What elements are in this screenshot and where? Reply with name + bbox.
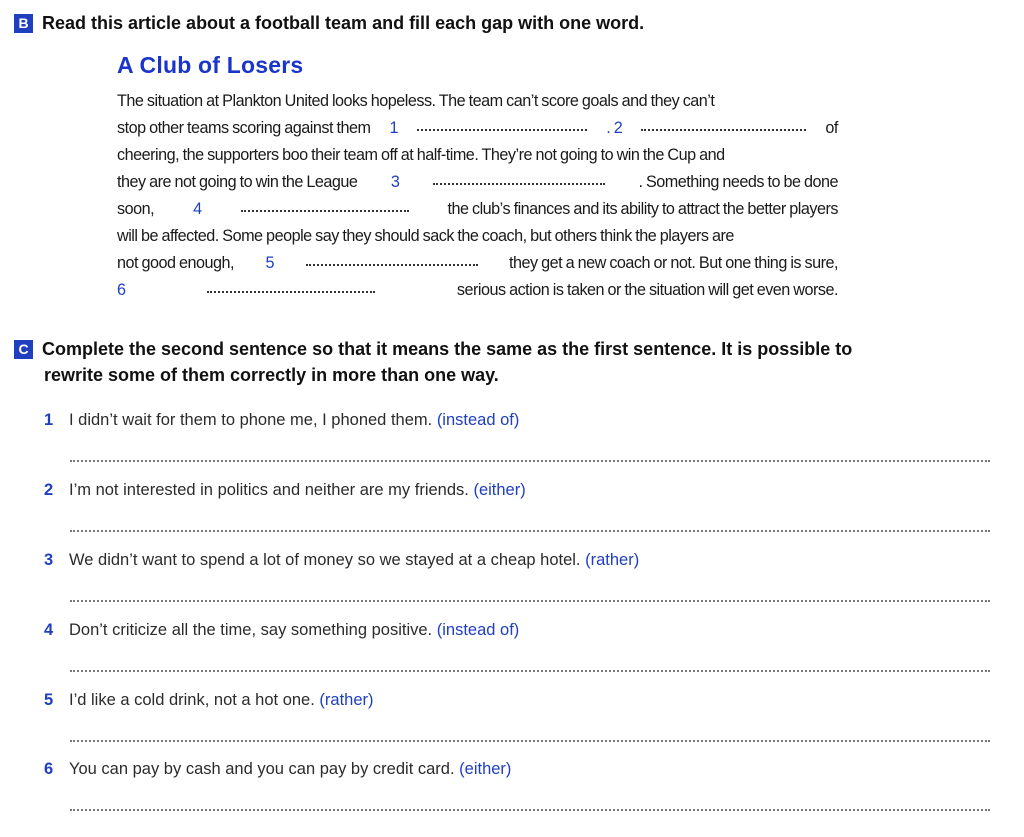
gap-number: . 2 [606,119,623,137]
article-body [117,88,838,304]
article-text: cheering, the supporters boo their team off at half-time. They’re not going to win the Cup and [117,146,725,164]
section-c-instruction: Complete the second sentence so that it means the same as the first sentence. It is possible to [42,339,853,359]
article-text: serious action is taken or the situation will get even worse. [456,281,838,299]
section-b-instruction: Read this article about a football team and fill each gap with one word. [42,13,645,33]
article-text: of [825,119,838,137]
question-1 [44,411,990,430]
question-4 [44,621,990,640]
question-6 [44,760,990,779]
question-text: Don’t criticize all the time, say something positive. [69,621,433,639]
question-2 [44,481,990,500]
question-text: I didn’t wait for them to phone me, I phoned them. [69,411,433,429]
question-number: 4 [44,621,54,639]
question-5 [44,691,990,710]
gap-blank[interactable] [306,250,478,266]
gap-blank[interactable] [241,196,409,212]
article-text: they are not going to win the League [117,173,358,191]
question-hint: (either) [459,760,512,778]
gap-blank[interactable] [207,277,375,293]
question-number: 5 [44,691,54,709]
gap-number: 1 [389,119,399,137]
article-text: they get a new coach or not. But one thing is sure, [509,254,838,272]
article-text: . Something needs to be done [638,173,838,191]
article-text: not good enough, [117,254,235,272]
article-text: the club’s finances and its ability to attract the better players [447,200,838,218]
section-c-instruction-line-1 [14,336,974,362]
gap-number: 3 [390,173,400,191]
article-line [117,223,838,250]
article-title: A Club of Losers [117,52,304,78]
question-hint: (rather) [585,551,640,569]
answer-line-1[interactable] [70,460,990,462]
answer-line-2[interactable] [70,530,990,532]
section-c-badge: C [14,340,33,359]
gap-number: 6 [117,281,126,299]
gap-blank[interactable] [417,115,587,131]
question-number: 6 [44,760,54,778]
article-text: will be affected. Some people say they should sack the coach, but others think the players are [117,227,734,245]
gap-blank[interactable] [433,169,605,185]
article-line [117,250,838,277]
section-b-heading [14,10,644,36]
article-line [117,88,838,115]
gap-number: 5 [265,254,275,272]
question-3 [44,551,990,570]
answer-line-4[interactable] [70,670,990,672]
question-number: 3 [44,551,54,569]
article-text: stop other teams scoring against them [117,119,371,137]
article-line [117,115,838,142]
question-text: You can pay by cash and you can pay by credit card. [69,760,455,778]
answer-line-5[interactable] [70,740,990,742]
article-line [117,169,838,196]
question-hint: (instead of) [436,411,520,429]
question-hint: (instead of) [436,621,520,639]
question-text: I’m not interested in politics and neither are my friends. [69,481,469,499]
article-text: soon, [117,200,155,218]
answer-line-3[interactable] [70,600,990,602]
question-text: I’d like a cold drink, not a hot one. [69,691,315,709]
section-c-instruction-line-2: rewrite some of them correctly in more than one way. [44,365,499,385]
gap-blank[interactable] [641,115,806,131]
answer-line-6[interactable] [70,809,990,811]
question-number: 1 [44,411,54,429]
section-b-badge: B [14,14,33,33]
question-hint: (either) [473,481,526,499]
question-hint: (rather) [319,691,374,709]
question-text: We didn’t want to spend a lot of money so we stayed at a cheap hotel. [69,551,581,569]
question-number: 2 [44,481,54,499]
article-line [117,277,838,304]
article-text: The situation at Plankton United looks hopeless. The team can’t score goals and they can’t [117,92,715,110]
gap-number: 4 [193,200,202,218]
section-c-heading [14,336,974,388]
article-line [117,142,838,169]
article-line [117,196,838,223]
